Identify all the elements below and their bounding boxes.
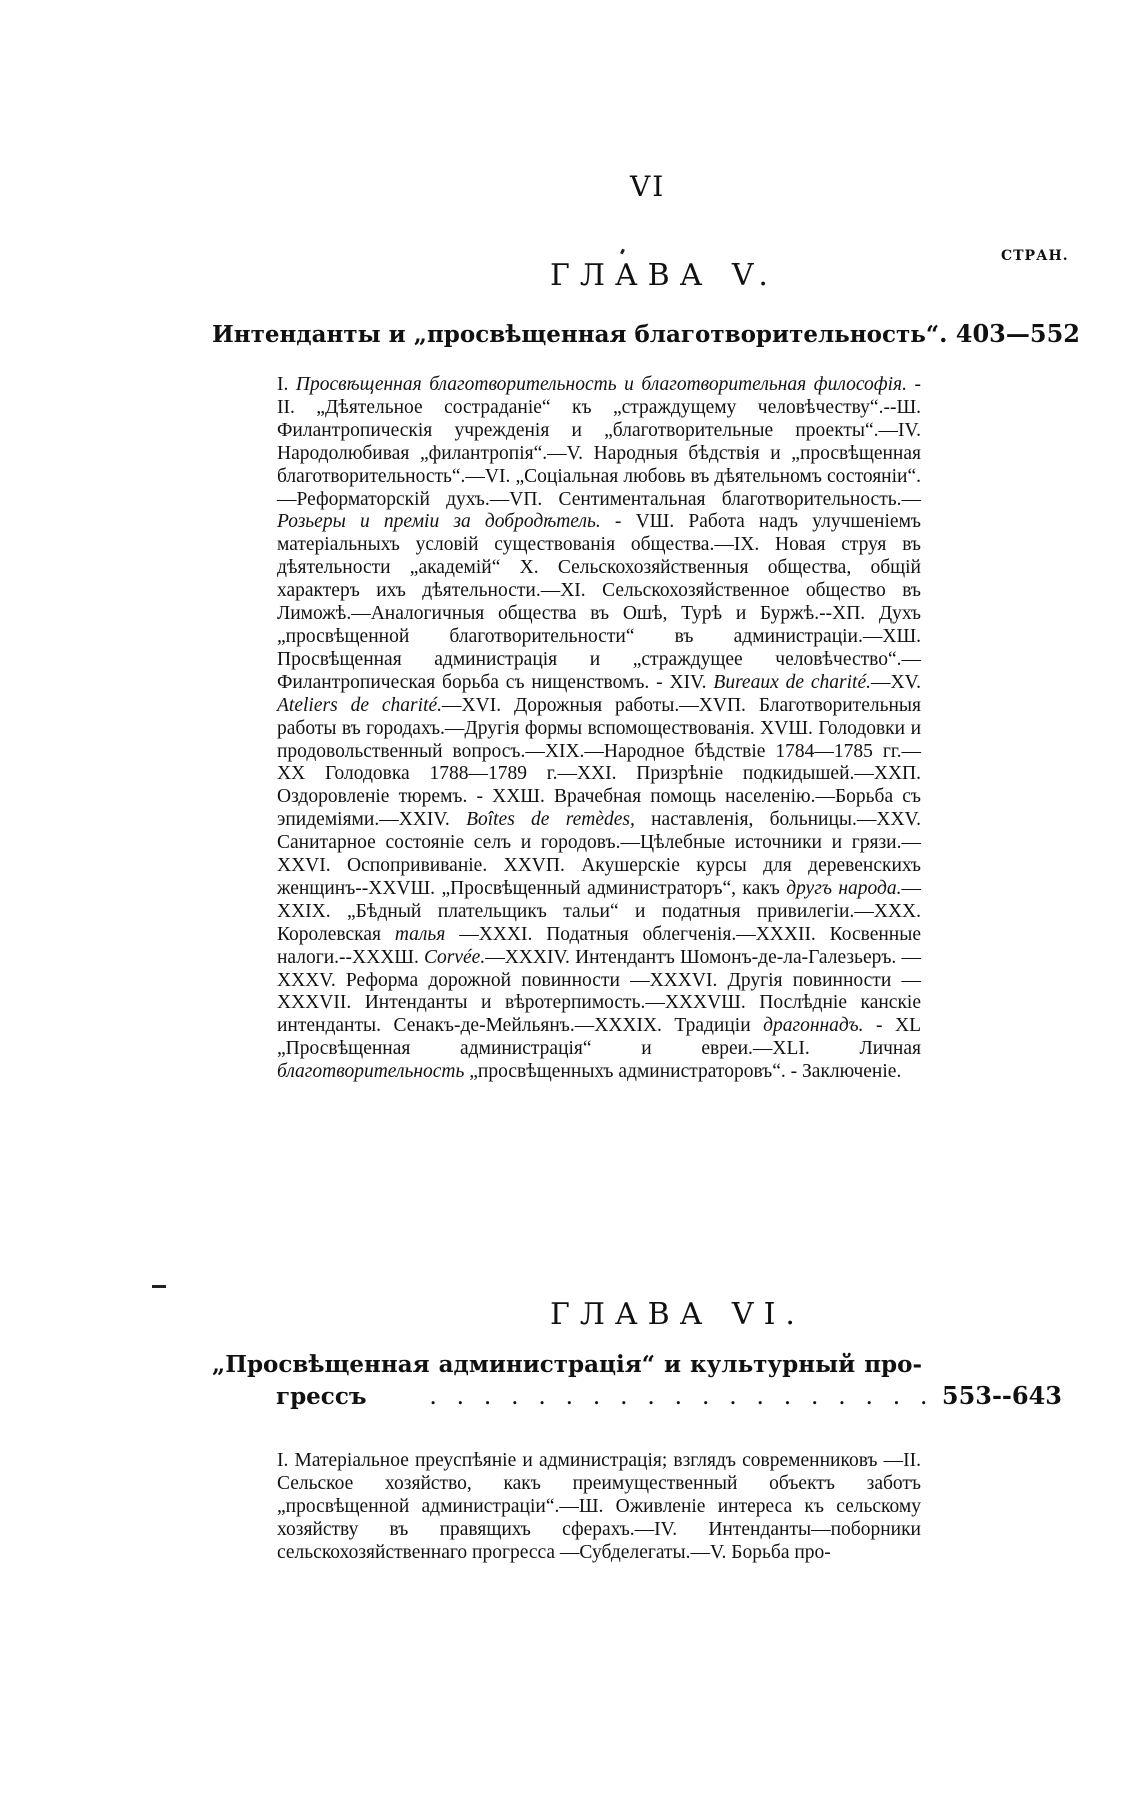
summary-segment: драгоннадъ. <box>763 1015 864 1037</box>
chapter-5-title-row <box>212 318 1080 352</box>
summary-segment: Boîtes de remèdes, <box>466 809 635 831</box>
summary-segment: - XL „Просвѣщенная администрація“ и евреи.—XLI. Личная <box>277 1015 921 1060</box>
summary-segment: Розьеры и преміи за добродѣтель. <box>277 511 601 533</box>
summary-segment: —XXIX. „Бѣдный плательщикъ тальи“ и податныя привилегіи.—XXX. Королевская <box>277 877 921 945</box>
chapter-5-heading: ГЛАВА V. <box>550 258 778 293</box>
chapter-6-heading: ГЛАВА VI. <box>550 1297 805 1332</box>
summary-segment: —XV. <box>870 671 922 693</box>
summary-segment: „просвѣщенныхъ администраторовъ“. - Заключеніе. <box>464 1061 902 1083</box>
chapter-5-summary <box>277 374 921 1084</box>
summary-segment: I. <box>277 374 296 395</box>
page-number: VI <box>630 170 666 203</box>
chapter-6-leaders <box>429 1381 1062 1410</box>
chapter-6-title-line1: „Просвѣщенная администрація“ и культурный про- <box>212 1351 922 1378</box>
summary-segment: - VШ. Работа надъ улучшеніемъ матеріальныхъ условій существованія общества.—IX. Новая струя въ дѣятельности „академій“ X. Сельскохозяйственныя общества, общій характеръ ихъ дѣятельности.—XI. Сельскохозяйственное общество въ Лиможѣ.—Аналогичныя общества въ Ошѣ, Турѣ и Буржѣ.--XП. Духъ „просвѣщенной благотворительности“ въ администраціи.—XШ. Просвѣщенная администрація и „страждущее человѣчество“.—Филантропическая борьба съ нищенствомъ. - XIV. <box>277 511 921 693</box>
chapter-5-page-range: 403—552 <box>955 319 1080 348</box>
summary-segment: —XVI. Дорожныя работы.—XVП. Благотворительныя работы въ городахъ.—Другія формы вспомоществованія. XVШ. Голодовки и продовольственный вопросъ.—XIX.—Народное бѣдствіе 1784—1785 гг.—XX Голодовка 1788—1789 г.—XXI. Призрѣніе подкидышей.—XXП. Оздоровленіе тюремъ. - XXШ. Врачебная помощь населенію.—Борьба съ эпидеміями.—XXIV. <box>277 694 921 831</box>
summary-segment: —XXXI. Податныя облегченія.—XXXII. Косвенные налоги.--XXXШ. <box>277 923 921 968</box>
summary-segment: талья <box>394 923 446 945</box>
summary-segment: I. Матеріальное преуспѣяніе и администрація; взглядъ современниковъ —II. Сельское хозяйство, какъ преимущественный объектъ заботъ „просвѣщенной администраціи“.—Ш. Оживленіе интереса къ сельскому хозяйству въ правящихъ сферахъ.—IV. Интенданты—поборники сельскохозяйственнаго прогресса —Субделегаты.—V. Борьба про- <box>277 1450 921 1563</box>
summary-segment: -II. „Дѣятельное состраданіе“ къ „страждущему человѣчеству“.--Ш. Филантропическія учрежденія и „благотворительные проекты“.—IV. Народолюбивая „филантропія“.—V. Народныя бѣдствія и „просвѣщенная благотворительность“.—VI. „Соціальная любовь въ дѣятельномъ состояніи“.—Реформаторскій духъ.—VП. Сентиментальная благотворительность.— <box>277 374 922 510</box>
chapter-6-leader-dots: . . . . . . . . . . . . . . . . . . . <box>429 1382 934 1410</box>
chapter-6-summary <box>277 1450 921 1565</box>
chapter-6-title-row <box>276 1380 1062 1414</box>
chapter-6-title-line2: грессъ <box>276 1383 367 1410</box>
summary-segment: Bureaux de charité. <box>713 671 871 693</box>
page-column-header: СТРАН. <box>1001 248 1069 264</box>
chapter-5-title: Интенданты и „просвѣщенная благотворительность“ <box>212 321 940 348</box>
chapter-5-pages: . 403—552 <box>939 319 1080 348</box>
chapter-6-page-range: 553--643 <box>941 1381 1062 1410</box>
summary-segment: Просвѣщенная благотворительность и благотворительная философія. <box>295 374 907 395</box>
summary-segment: благотворительность <box>277 1061 465 1083</box>
print-speck <box>152 1285 166 1288</box>
summary-segment: Ateliers de charité. <box>277 694 443 716</box>
summary-segment: наставленія, больницы.—XXV. Санитарное состояніе селъ и городовъ.—Цѣлебные источники и грязи.—XXVI. Оспопрививаніе. XXVП. Акушерскіе курсы для деревенскихъ женщинъ--XXVШ. „Просвѣщенный администраторъ“, какъ <box>277 809 922 899</box>
summary-segment: —XXXIV. Интендантъ Шомонъ-де-ла-Галезьеръ. — XXXV. Реформа дорожной повинности —XXXVI. Другія повинности —XXXVII. Интенданты и вѣротерпимость.—XXXVШ. Послѣдніе канскіе интенданты. Сенакъ-де-Мейльянъ.—XXXIX. Традиціи <box>277 946 921 1037</box>
summary-segment: Corvée. <box>424 946 486 968</box>
summary-segment: другъ народа. <box>786 877 902 899</box>
print-speck <box>620 249 625 255</box>
